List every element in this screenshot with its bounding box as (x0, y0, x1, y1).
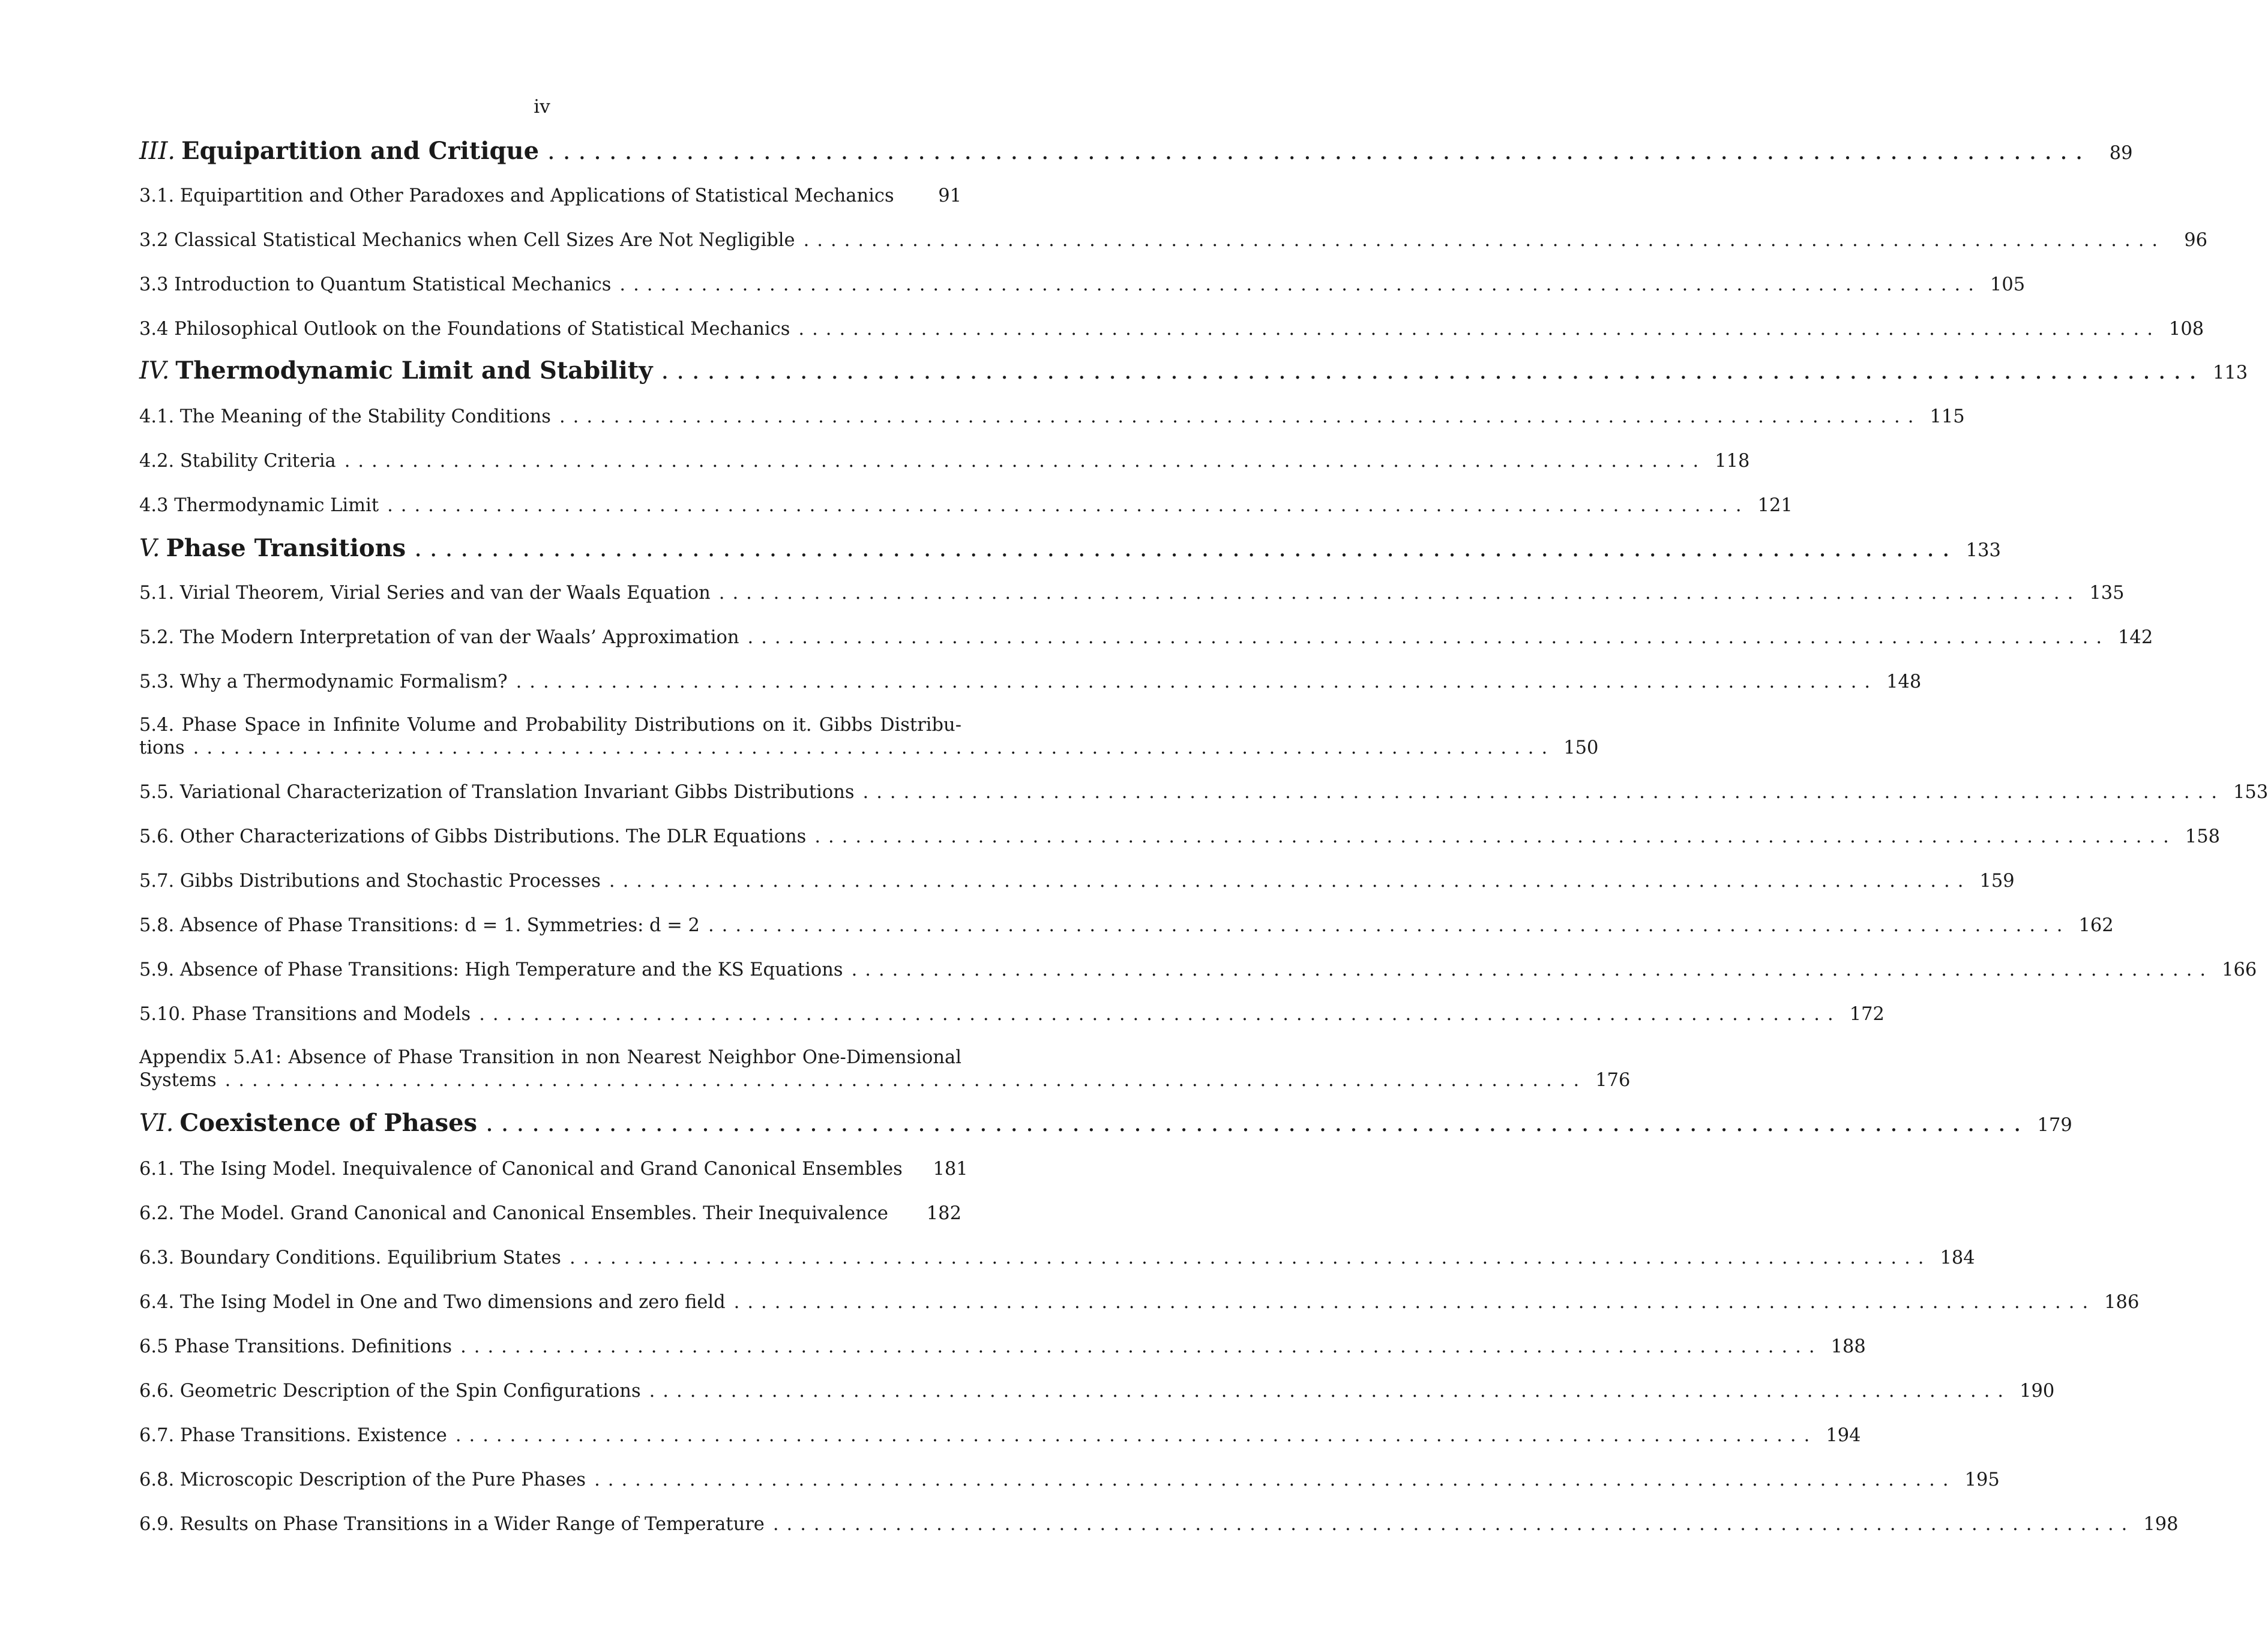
chapter-page: 89 (2109, 143, 2133, 164)
dot-leader: .................................................................................................... (455, 1425, 1818, 1446)
dot-leader: .................................................................................................... (649, 1381, 2012, 1402)
chapter-heading-iv[interactable] (139, 356, 2248, 388)
dot-leader: .................................................................................................... (862, 782, 2225, 803)
toc-entry-two-line[interactable] (139, 1046, 1631, 1092)
chapter-numeral: III. (139, 137, 176, 165)
toc-entry[interactable] (139, 1336, 1866, 1358)
toc-entry[interactable] (139, 274, 2026, 296)
dot-leader: .................................................................................................... (193, 737, 1556, 758)
dot-leader: .................................................................................................... (619, 274, 1982, 295)
toc-entry[interactable] (139, 1513, 2179, 1536)
entry-page: 150 (1563, 737, 1599, 758)
toc-entry[interactable] (139, 318, 2204, 341)
entry-title: 6.6. Geometric Description of the Spin Configurations (139, 1381, 641, 1402)
dot-leader: .................................................................................................... (569, 1247, 1932, 1268)
toc-entry[interactable] (139, 959, 2257, 982)
toc-entry-two-line[interactable] (139, 714, 1599, 760)
entry-page: 108 (2168, 319, 2204, 340)
dot-leader: .................................................................................................... (594, 1469, 1957, 1490)
entry-title: 5.2. The Modern Interpretation of van der Waals’ Approximation (139, 627, 739, 648)
entry-page: 181 (933, 1159, 968, 1180)
entry-page: 159 (1979, 871, 2015, 892)
entry-title: 5.5. Variational Characterization of Translation Invariant Gibbs Distributions (139, 782, 855, 803)
toc-entry[interactable] (139, 450, 1750, 473)
entry-title: 5.3. Why a Thermodynamic Formalism? (139, 671, 508, 692)
toc-entry[interactable] (139, 582, 2125, 605)
entry-title: 4.1. The Meaning of the Stability Conditions (139, 406, 551, 427)
chapter-heading-v[interactable] (139, 534, 2001, 565)
entry-page: 186 (2104, 1292, 2140, 1313)
entry-title: 5.8. Absence of Phase Transitions: d = 1. Symmetries: d = 2 (139, 915, 700, 936)
entry-title: tions (139, 737, 185, 758)
entry-page: 96 (2184, 230, 2208, 251)
toc-entry[interactable] (139, 1247, 1975, 1270)
entry-page: 135 (2089, 583, 2125, 604)
entry-title: 3.4 Philosophical Outlook on the Foundations of Statistical Mechanics (139, 319, 790, 340)
entry-title: 5.1. Virial Theorem, Virial Series and van der Waals Equation (139, 583, 711, 604)
entry-page: 121 (1757, 495, 1793, 516)
entry-page: 188 (1830, 1336, 1866, 1357)
toc-entry[interactable] (139, 1469, 2000, 1492)
toc-entry[interactable] (139, 1380, 2055, 1403)
entry-page: 115 (1930, 406, 1965, 427)
dot-leader: .................................................................................................... (344, 451, 1707, 472)
dot-leader: .................................................................................................... (772, 1514, 2135, 1535)
dot-leader: .................................................................................................... (387, 495, 1749, 516)
entry-title: 3.3 Introduction to Quantum Statistical Mechanics (139, 274, 612, 295)
chapter-title: Equipartition and Critique (181, 137, 540, 165)
chapter-title: Coexistence of Phases (179, 1109, 478, 1137)
dot-leader: .................................................................................................... (479, 1004, 1841, 1025)
entry-title: 3.2 Classical Statistical Mechanics when Cell Sizes Are Not Negligible (139, 230, 795, 251)
entry-page: 194 (1826, 1425, 1861, 1446)
entry-page: 142 (2118, 627, 2153, 648)
entry-page: 153 (2233, 782, 2268, 803)
entry-title: 6.3. Boundary Conditions. Equilibrium States (139, 1247, 561, 1268)
entry-title: 5.10. Phase Transitions and Models (139, 1004, 471, 1025)
dot-leader: .................................................................................................... (718, 583, 2081, 604)
chapter-numeral: IV. (139, 357, 170, 385)
entry-page: 162 (2078, 915, 2114, 936)
entry-page: 118 (1715, 451, 1750, 472)
entry-page: 166 (2222, 959, 2257, 980)
chapter-title: Phase Transitions (166, 534, 406, 562)
entry-title-line1: 5.4. Phase Space in Infinite Volume and Probability Distributions on it. Gibbs Distribu- (139, 715, 961, 736)
entry-title: 5.9. Absence of Phase Transitions: High Temperature and the KS Equations (139, 959, 843, 980)
entry-title: 6.7. Phase Transitions. Existence (139, 1425, 447, 1446)
entry-title: 6.1. The Ising Model. Inequivalence of Canonical and Grand Canonical Ensembles (139, 1159, 903, 1180)
dot-leader: .................................................................................................... (851, 959, 2214, 980)
entry-title: 6.9. Results on Phase Transitions in a Wider Range of Temperature (139, 1514, 765, 1535)
entry-title-line1: Appendix 5.A1: Absence of Phase Transition in non Nearest Neighbor One-Dimensional (139, 1047, 961, 1068)
dot-leader: .................................................................................................... (559, 406, 1922, 427)
dot-leader: .................................................................................................... (460, 1336, 1823, 1357)
toc-entry[interactable] (139, 1424, 1861, 1447)
toc-entry[interactable] (139, 406, 1965, 428)
page-number: iv (534, 96, 550, 118)
entry-page: 198 (2143, 1514, 2179, 1535)
chapter-title: Thermodynamic Limit and Stability (175, 356, 653, 385)
dot-leader: .................................................................................................... (798, 319, 2161, 340)
toc-entry[interactable] (139, 1158, 968, 1181)
entry-title: 3.1. Equipartition and Other Paradoxes and Applications of Statistical Mechanics (139, 185, 894, 206)
toc-entry[interactable] (139, 1202, 961, 1225)
entry-page: 184 (1940, 1247, 1975, 1268)
chapter-heading-iii[interactable] (139, 137, 2133, 168)
entry-title: 4.3 Thermodynamic Limit (139, 495, 379, 516)
entry-page: 195 (1964, 1469, 2000, 1490)
entry-title: Systems (139, 1070, 217, 1091)
toc-entry[interactable] (139, 826, 2221, 848)
toc-entry[interactable] (139, 870, 2015, 893)
dot-leader: .................................................................................................... (661, 357, 2204, 385)
toc-entry[interactable] (139, 781, 2268, 804)
toc-entry[interactable] (139, 229, 2208, 252)
toc-entry[interactable] (139, 626, 2153, 649)
entry-page: 182 (926, 1203, 961, 1224)
toc-entry[interactable] (139, 1291, 2140, 1314)
entry-page: 176 (1595, 1070, 1631, 1091)
chapter-numeral: V. (139, 535, 160, 562)
chapter-numeral: VI. (139, 1109, 174, 1137)
dot-leader: .................................................................................................... (609, 871, 1972, 892)
toc-entry[interactable] (139, 185, 961, 208)
dot-leader: .................................................................................................... (414, 535, 1958, 562)
chapter-heading-vi[interactable] (139, 1109, 2072, 1140)
chapter-page: 113 (2212, 362, 2248, 383)
entry-page: 172 (1849, 1004, 1884, 1025)
toc-entry[interactable] (139, 1003, 1884, 1026)
dot-leader: .................................................................................................... (486, 1109, 2029, 1137)
dot-leader: .................................................................................................... (708, 915, 2071, 936)
entry-page: 91 (938, 185, 961, 206)
dot-leader: .................................................................................................... (516, 671, 1878, 692)
toc-entry[interactable] (139, 914, 2114, 937)
dot-leader: .................................................................................................... (803, 230, 2166, 251)
entry-page: 148 (1886, 671, 1922, 692)
entry-page: 158 (2185, 826, 2221, 847)
dot-leader: .................................................................................................... (814, 826, 2177, 847)
entry-title: 5.7. Gibbs Distributions and Stochastic Processes (139, 871, 601, 892)
entry-page: 190 (2020, 1381, 2055, 1402)
dot-leader: .................................................................................................... (747, 627, 2110, 648)
toc-entry[interactable] (139, 494, 1793, 517)
chapter-page: 179 (2037, 1115, 2072, 1136)
chapter-page: 133 (1966, 540, 2001, 561)
dot-leader: .................................................................................................... (733, 1292, 2096, 1313)
dot-leader: .................................................................................................... (224, 1070, 1587, 1091)
entry-title: 6.4. The Ising Model in One and Two dimensions and zero field (139, 1292, 726, 1313)
entry-title: 4.2. Stability Criteria (139, 451, 336, 472)
entry-title: 5.6. Other Characterizations of Gibbs Distributions. The DLR Equations (139, 826, 807, 847)
entry-title: 6.8. Microscopic Description of the Pure Phases (139, 1469, 586, 1490)
dot-leader: .................................................................................................... (547, 137, 2091, 165)
toc-entry[interactable] (139, 671, 1922, 694)
entry-title: 6.5 Phase Transitions. Definitions (139, 1336, 453, 1357)
entry-title: 6.2. The Model. Grand Canonical and Canonical Ensembles. Their Inequivalence (139, 1203, 888, 1224)
entry-page: 105 (1990, 274, 2026, 295)
